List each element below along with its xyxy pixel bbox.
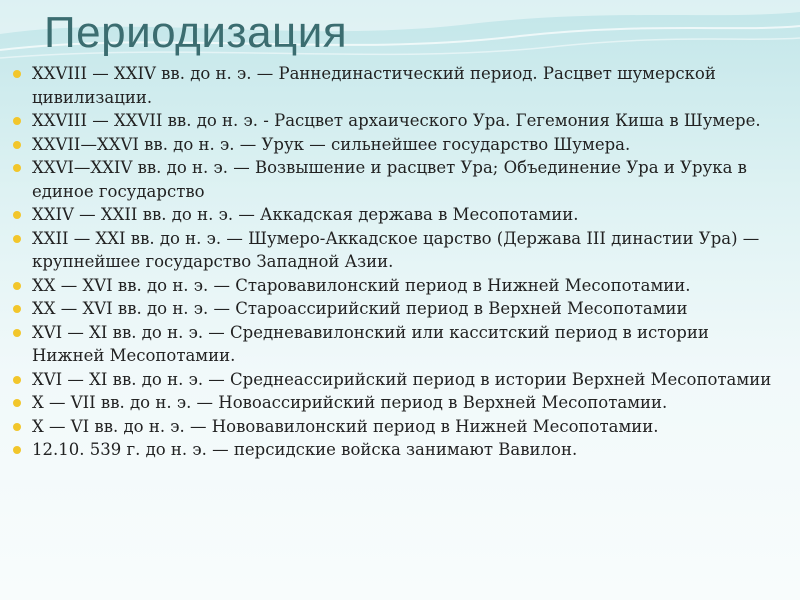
bullet-icon	[13, 446, 21, 454]
list-item	[0, 321, 800, 368]
bullet-icon	[13, 141, 21, 149]
bullet-icon	[13, 282, 21, 290]
list-item	[0, 62, 800, 109]
period-text: XXVIII — XXVII вв. до н. э. - Расцвет архаического Ура. Гегемония Киша в Шумере.	[32, 111, 761, 130]
period-text: XXVIII — XXIV вв. до н. э. — Раннединастический период. Расцвет шумерской цивилизации.	[32, 64, 716, 107]
period-text: 12.10. 539 г. до н. э. — персидские войска занимают Вавилон.	[32, 440, 578, 459]
bullet-icon	[13, 164, 21, 172]
list-item	[0, 227, 800, 274]
bullet-icon	[13, 305, 21, 313]
bullet-icon	[13, 117, 21, 125]
bullet-icon	[13, 423, 21, 431]
list-item	[0, 203, 800, 227]
list-item	[0, 415, 800, 439]
bullet-icon	[13, 399, 21, 407]
list-item	[0, 109, 800, 133]
period-text: X — VII вв. до н. э. — Новоассирийский период в Верхней Месопотамии.	[32, 393, 668, 412]
bullet-icon	[13, 70, 21, 78]
period-text: XVI — XI вв. до н. э. — Среднеассирийский период в истории Верхней Месопотамии	[32, 369, 772, 389]
slide-title: Периодизация	[44, 8, 348, 57]
bullet-icon	[13, 235, 21, 243]
period-list	[0, 62, 800, 462]
list-item	[0, 297, 800, 321]
period-text: XXVII—XXVI вв. до н. э. — Урук — сильнейшее государство Шумера.	[32, 134, 631, 154]
period-text: XVI — XI вв. до н. э. — Средневавилонский или касситский период в истории Нижней Месопотамии.	[32, 322, 709, 365]
list-item	[0, 368, 800, 392]
list-item	[0, 156, 800, 203]
period-text: XXVI—XXIV вв. до н. э. — Возвышение и расцвет Ура; Объединение Ура и Урука в единое государство	[32, 158, 747, 201]
bullet-icon	[13, 211, 21, 219]
period-text: XXII — XXI вв. до н. э. — Шумеро-Аккадское царство (Держава III династии Ура) — крупнейшее государство Западной Азии.	[32, 228, 760, 271]
period-text: XXIV — XXII вв. до н. э. — Аккадская держава в Месопотамии.	[32, 205, 579, 224]
bullet-icon	[13, 329, 21, 337]
period-text: XX — XVI вв. до н. э. — Староассирийский период в Верхней Месопотамии	[32, 299, 688, 318]
list-item	[0, 274, 800, 298]
list-item	[0, 391, 800, 415]
bullet-icon	[13, 376, 21, 384]
list-item	[0, 438, 800, 462]
period-text: X — VI вв. до н. э. — Нововавилонский период в Нижней Месопотамии.	[32, 416, 659, 436]
period-text: XX — XVI вв. до н. э. — Старовавилонский период в Нижней Месопотамии.	[32, 275, 691, 295]
list-item	[0, 133, 800, 157]
